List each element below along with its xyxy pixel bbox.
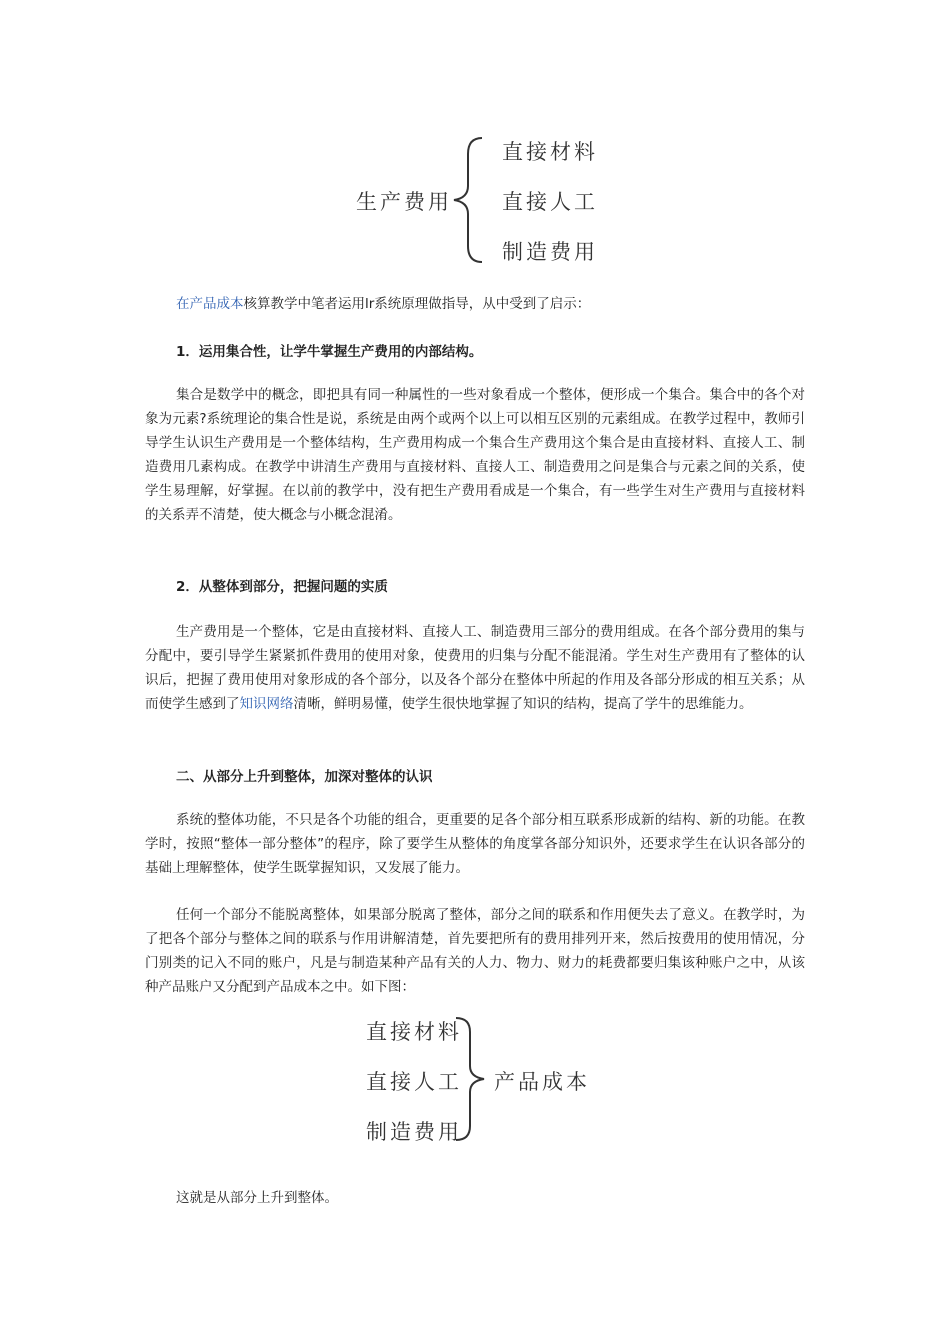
figure-product-cost-aggregation [360,1010,600,1150]
section-heading-3: 二、从部分上升到整体，加深对整体的认识 [176,769,433,785]
manufacturing-overhead-label: 制造费用 [366,1120,462,1144]
production-cost-label: 生产费用 [356,190,452,214]
paragraph-whole-to-part [145,620,805,716]
paragraph-part-to-whole: 系统的整体功能，不只是各个功能的组合，更重要的足各个部分相互联系形成新的结构、新的功能。在教学时，按照“整体一部分整体”的程序，除了要学生从整体的角度掌各部分知识外，还要求学生在认识各部分的基础上理解整体，使学生既掌握知识，又发展了能力。 [145,812,805,876]
section-heading-1: 1．运用集合性，让学牛掌握生产费用的内部结构。 [176,344,483,360]
direct-labor-label: 直接人工 [502,190,598,214]
intro-paragraph [145,292,805,316]
figure-production-cost-breakdown [350,130,610,270]
product-cost-label: 产品成本 [494,1070,590,1094]
paragraph-cost-allocation: 任何一个部分不能脱离整体，如果部分脱离了整体，部分之间的联系和作用便失去了意义。在教学时，为了把各个部分与整体之间的联系与作用讲解清楚，首先要把所有的费用排列开来，然后按费用的使用情况，分门别类的记入不同的账户，凡是与制造某种产品有关的人力、物力、财力的耗费都要归集该种账户之中，从该种产品账户又分配到产品成本之中。如下图： [145,907,805,995]
manufacturing-overhead-label: 制造费用 [502,240,598,264]
direct-materials-label: 直接材料 [366,1020,462,1044]
knowledge-network-link[interactable]: 知识网络 [239,696,294,712]
direct-labor-label: 直接人工 [366,1070,462,1094]
section-heading-2: 2．从整体到部分，把握问题的实质 [176,579,388,595]
paragraph-set-theory: 集合是数学中的概念，即把具有同一种属性的一些对象看成一个整体，便形成一个集合。集合中的各个对象为元素?系统理论的集合性是说，系统是由两个或两个以上可以相互区别的元素组成。在教学过程中，教师引导学生认识生产费用是一个整体结构，生产费用构成一个集合生产费用这个集合是由直接材料、直接人工、制造费用几素构成。在教学中讲清生产费用与直接材料、直接人工、制造费用之问是集合与元素之间的关系，使学生易理解，好掌握。在以前的教学中，没有把生产费用看成是一个集合，有一些学生对生产费用与直接材料的关系弄不清楚，使大概念与小概念混淆。 [145,387,805,523]
para2-text-before: 生产费用是一个整体，它是由直接材料、直接人工、制造费用三部分的费用组成。在各个部分费用的集与分配中，要引导学生紧紧抓件费用的使用对象，使费用的归集与分配不能混淆。学生对生产费用有了整体的认识后，把握了费用使用对象形成的各个部分，以及各个部分在整体中所起的作用及各部分形成的相互关系；从而使学生感到了 [145,624,805,712]
para2-text-after: 清晰，鲜明易懂，使学生很快地掌握了知识的结构，提高了学牛的思维能力。 [293,696,753,712]
direct-materials-label: 直接材料 [502,140,598,164]
intro-text: 核算教学中笔者运用lr系统原理做指导，从中受到了启示： [243,296,591,312]
closing-sentence: 这就是从部分上升到整体。 [176,1190,338,1206]
product-cost-link[interactable]: 在产品成本 [176,296,244,312]
